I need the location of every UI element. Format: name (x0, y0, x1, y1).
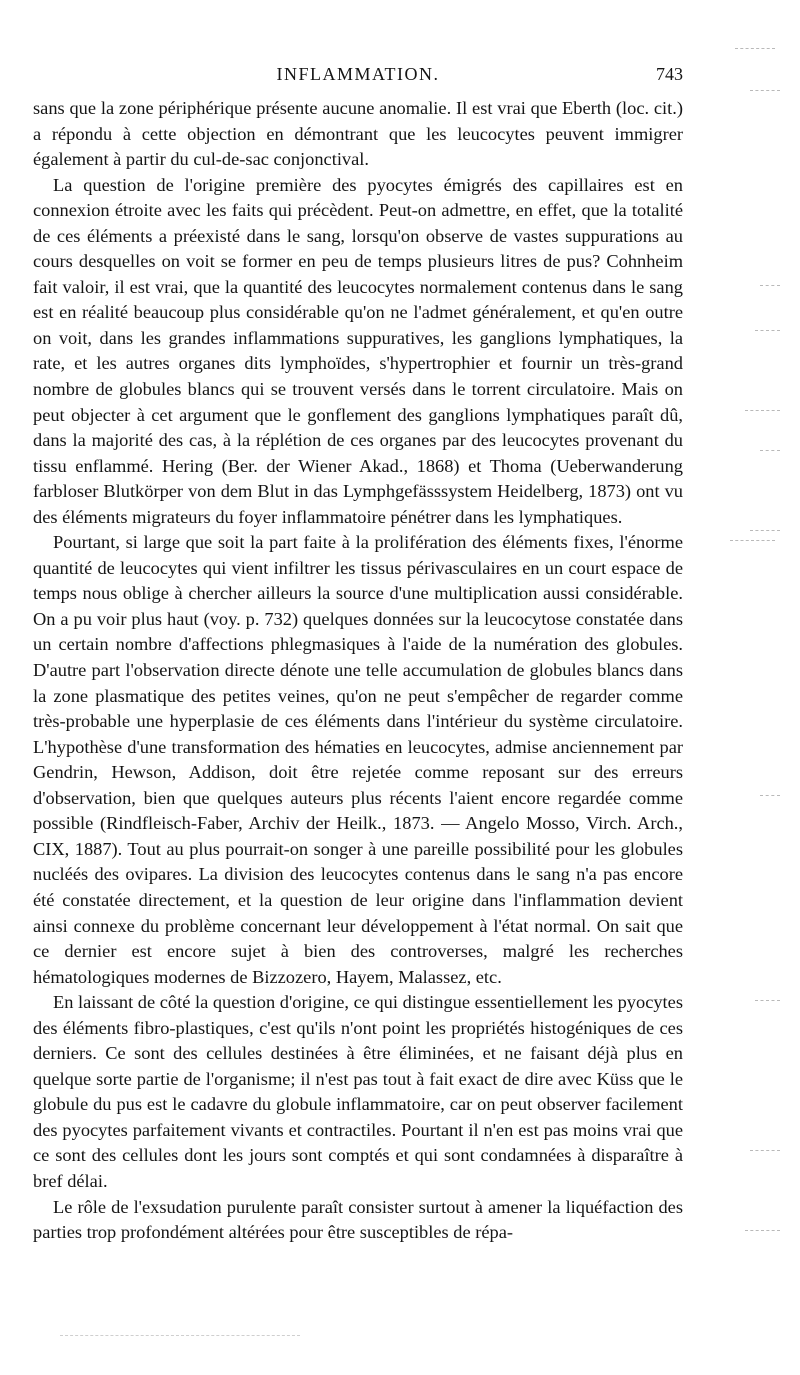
bottom-bleed-through (60, 1335, 300, 1336)
margin-mark (745, 1230, 780, 1232)
paragraph-exudation: Le rôle de l'exsudation purulente paraît consister surtout à amener la liquéfaction des parties trop profondément altérées pour être susceptibles de répa- (33, 1196, 683, 1243)
margin-mark (755, 330, 780, 332)
paragraph-pyocytes: En laissant de côté la question d'origine, ce qui distingue essentiellement les pyocytes des éléments fibro-plastiques, c'est qu'ils n'ont point les propriétés histogéniques de ces derniers. Ce sont des cellules destinées à être éliminées, et ne faisant déjà plus en quelque sorte partie de l'organisme; il n'est pas tout à fait exact de dire avec Küss que le globule du pus est le cadavre du globule inflammatoire, car on peut observer facilement des pyocytes parfaitement vivants et contractiles. Pourtant il n'en est pas moins vrai que ce sont des cellules dont les jours sont comptés et qui sont condamnées à disparaître à bref délai. (33, 992, 683, 1191)
margin-mark (750, 530, 780, 532)
running-title: INFLAMMATION. (276, 64, 440, 84)
text-body (33, 96, 683, 1246)
margin-mark (750, 1150, 780, 1152)
margin-mark (760, 450, 780, 452)
paragraph-continued: sans que la zone périphérique présente aucune anomalie. Il est vrai que Eberth (loc. cit.) a répondu à cette objection en démontrant que les leucocytes peuvent immigrer également à partir du cul-de-sac conjonctival. (33, 98, 683, 170)
margin-mark (755, 1000, 780, 1002)
page-number: 743 (656, 64, 683, 84)
margin-mark (750, 90, 780, 92)
paragraph-proliferation: Pourtant, si large que soit la part faite à la prolifération des éléments fixes, l'énorme quantité de leucocytes qui vient infiltrer les tissus périvasculaires en un court espace de temps nous oblige à chercher ailleurs la source d'une multiplication aussi considérable. On a pu voir plus haut (voy. p. 732) quelques données sur la leucocytose constatée dans un certain nombre d'affections phlegmasiques à l'aide de la numération des globules. D'autre part l'observation directe dénote une telle accumulation de globules blancs dans la zone plasmatique des petites veines, qu'on ne peut s'empêcher de regarder comme très-probable une hyperplasie de ces éléments dans l'intérieur du système circulatoire. L'hypothèse d'une transformation des hématies en leucocytes, admise anciennement par Gendrin, Hewson, Addison, doit être rejetée comme reposant sur des erreurs d'observation, bien que quelques auteurs plus récents l'aient encore regardée comme possible (Rindfleisch-Faber, Archiv der Heilk., 1873. — Angelo Mosso, Virch. Arch., CIX, 1887). Tout au plus pourrait-on songer à une pareille possibilité pour les globules nucléés des ovipares. La division des leucocytes contenus dans le sang n'a pas encore été constatée directement, et la question de leur origine dans l'inflammation devient ainsi connexe du problème concernant leur développement à l'état normal. On sait que ce dernier est encore sujet à bien des controverses, malgré les recherches hématologiques modernes de Bizzozero, Hayem, Malassez, etc. (33, 532, 683, 987)
bleed-through-marks (705, 40, 795, 1340)
margin-mark (735, 48, 775, 50)
margin-mark (730, 540, 775, 542)
margin-mark (760, 795, 780, 797)
paragraph-origin-question: La question de l'origine première des pyocytes émigrés des capillaires est en connexion étroite avec les faits qui précèdent. Peut-on admettre, en effet, que la totalité de ces éléments a préexisté dans le sang, lorsqu'on observe de vastes suppurations au cours desquelles on voit se former en peu de temps plusieurs litres de pus? Cohnheim fait valoir, il est vrai, que la quantité des leucocytes normalement contenus dans le sang est en réalité beaucoup plus considérable qu'on ne l'admet généralement, et qu'en outre on voit, dans les grandes inflammations suppuratives, les ganglions lymphatiques, la rate, et les autres organes dits lymphoïdes, s'hypertrophier et fournir un très-grand nombre de globules blancs qui se trouvent versés dans le torrent circulatoire. Mais on peut objecter à cet argument que le gonflement des ganglions lymphatiques paraît dû, dans la majorité des cas, à la réplétion de ces organes par des leucocytes provenant du tissu enflammé. Hering (Ber. der Wiener Akad., 1868) et Thoma (Ueberwanderung farbloser Blutkörper von dem Blut in das Lymphgefässsystem Heidelberg, 1873) ont vu des éléments migrateurs du foyer inflammatoire pénétrer dans les lymphatiques. (33, 174, 683, 527)
page-header (33, 64, 683, 94)
margin-mark (745, 410, 780, 412)
margin-mark (760, 285, 780, 287)
